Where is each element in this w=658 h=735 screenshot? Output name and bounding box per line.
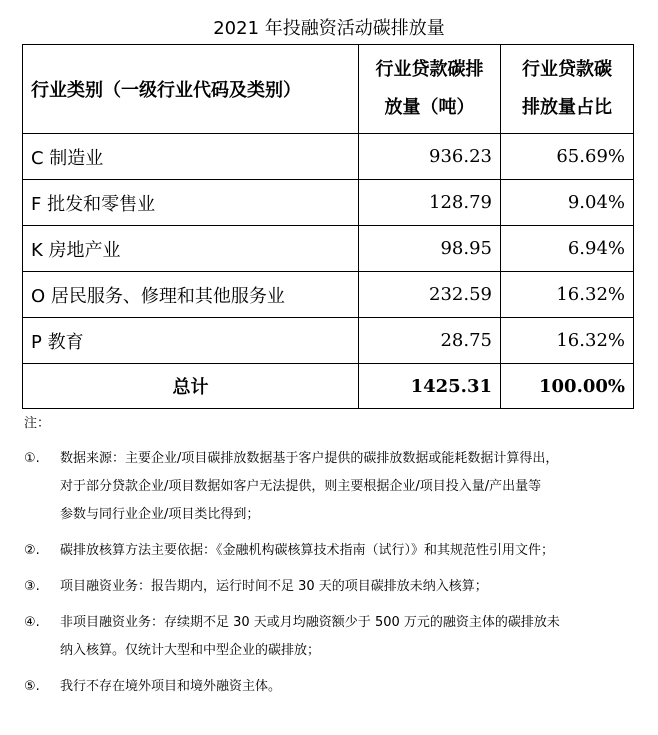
note-line: 对于部分贷款企业/项目数据如客户无法提供，则主要根据企业/项目投入量/产出量等 [60,479,542,494]
table-title: 2021 年投融资活动碳排放量 [213,18,445,39]
header-emission-line2: 放量（吨） [384,97,475,118]
total-share-value: 100.00% [501,364,634,409]
row-industry-name: F 批发和零售业 [23,180,359,226]
note-text [60,573,644,601]
note-marker: ①. [24,451,40,466]
note-marker: ③. [24,579,40,594]
note-marker: ④. [24,615,40,630]
note-text [60,673,644,701]
row-industry-name: P 教育 [23,318,359,364]
total-emission-value: 1425.31 [359,364,501,409]
row-industry-name: K 房地产业 [23,226,359,272]
header-share [501,45,634,134]
row-share-value: 65.69% [501,134,634,180]
row-emission-value: 28.75 [359,318,501,364]
row-emission-value: 128.79 [359,180,501,226]
row-share-value: 6.94% [501,226,634,272]
table-row [23,272,634,318]
header-category: 行业类别（一级行业代码及类别） [23,45,359,134]
note-item [24,609,644,665]
note-text [60,445,644,529]
note-line: 非项目融资业务：存续期不足 30 天或月均融资额少于 500 万元的融资主体的碳排放未 [60,615,560,630]
row-emission-value: 232.59 [359,272,501,318]
table-header-row [23,45,634,134]
note-marker: ⑤. [24,679,40,694]
note-marker: ②. [24,543,40,558]
row-industry-name: C 制造业 [23,134,359,180]
table-row [23,180,634,226]
table-row [23,318,634,364]
note-item [24,573,644,601]
table-row [23,134,634,180]
row-share-value: 9.04% [501,180,634,226]
note-text [60,537,644,565]
row-share-value: 16.32% [501,272,634,318]
notes-section [24,412,644,709]
note-item [24,445,644,529]
table-total-row [23,364,634,409]
total-label: 总计 [23,364,359,409]
note-line: 项目融资业务：报告期内，运行时间不足 30 天的项目碳排放未纳入核算； [60,579,488,594]
header-share-line1: 行业贷款碳 [522,59,612,80]
header-emission-line1: 行业贷款碳排 [375,59,484,80]
note-line: 纳入核算。仅统计大型和中型企业的碳排放； [60,643,321,658]
row-share-value: 16.32% [501,318,634,364]
note-item [24,537,644,565]
note-line: 我行不存在境外项目和境外融资主体。 [60,679,282,694]
header-share-line2: 排放量占比 [522,97,612,118]
note-line: 碳排放核算方法主要依据：《金融机构碳核算技术指南（试行）》和其规范性引用文件； [60,543,555,558]
table-row [23,226,634,272]
emission-table [22,44,634,409]
row-industry-name: O 居民服务、修理和其他服务业 [23,272,359,318]
row-emission-value: 98.95 [359,226,501,272]
row-emission-value: 936.23 [359,134,501,180]
note-line: 参数与同行业企业/项目类比得到； [60,507,260,522]
note-line: 数据来源：主要企业/项目碳排放数据基于客户提供的碳排放数据或能耗数据计算得出， [60,451,559,466]
notes-heading: 注： [24,416,51,431]
note-text [60,609,644,665]
header-emission [359,45,501,134]
note-item [24,673,644,701]
